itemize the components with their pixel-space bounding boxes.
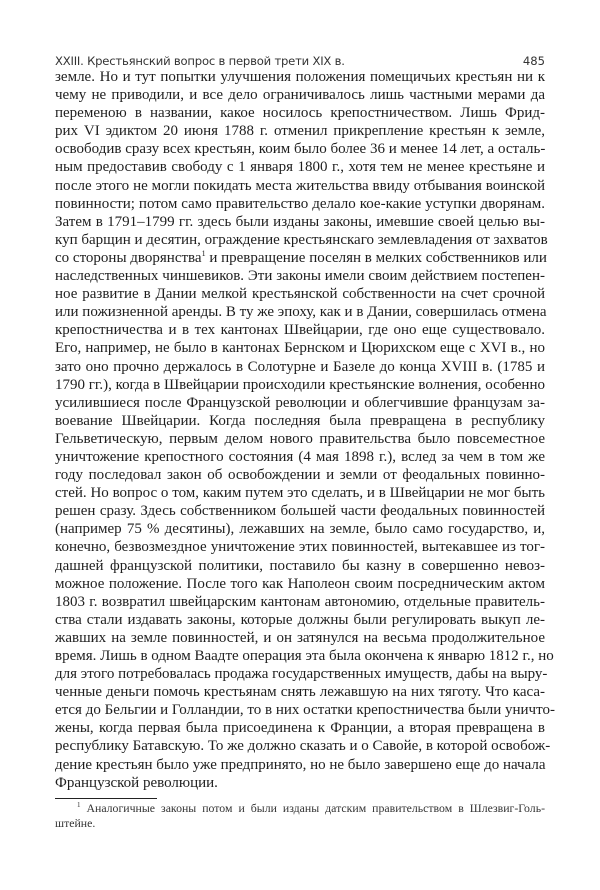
footnote-line xyxy=(55,801,545,816)
text-line: для этого потребовалась продажа государственных имуществ, дабы на выру- xyxy=(55,666,548,683)
text-line: время. Лишь в одном Ваадте операция эта была окончена к январю 1812 г., но xyxy=(55,648,554,664)
text-line: 1803 г. возвратил швейцарским кантонам автономию, отдельные правитель- xyxy=(55,593,545,610)
running-header xyxy=(55,53,545,69)
text-line: или пожизненной аренды. В ту же эпоху, как и в Дании, совершилась отмена xyxy=(55,304,547,321)
text-line: жены, когда первая была присоединена к Франции, а вторая превращена в xyxy=(55,720,545,737)
text-line: переменою в названии, какое носилось крепостничеством. Лишь Фрид- xyxy=(55,105,545,122)
text-line: ным предоставив свободу с 1 января 1800 г., хотя тем не менее крестьяне и xyxy=(55,159,545,176)
text-line: крепостничества и в тех кантонах Швейцарии, где оно еще существовало. xyxy=(55,322,545,339)
body-text xyxy=(55,68,555,792)
footnote-marker: 1 xyxy=(77,801,81,809)
text-line: ченные деньги помочь крестьянам снять лежавшую на них тяготу. Что каса- xyxy=(55,684,545,701)
text-line: рих VI эдиктом 20 июня 1788 г. отменил прикрепление крестьян к земле, xyxy=(55,123,545,140)
text-line: ства стали издавать законы, которые должны были регулировать выкуп ле- xyxy=(55,611,545,628)
text-line: куп барщин и десятин, ограждение крестьянскаго землевладения от захватов xyxy=(55,231,548,248)
text-line: земле. Но и тут попытки улучшения положения помещичьих крестьян ни к xyxy=(55,69,545,85)
text-line: воевание Швейцарии. Когда последняя была превращена в республику xyxy=(55,412,545,429)
text-line: зато оно прочно держалось в Солотурне и Базеле до конца XVIII в. (1785 и xyxy=(55,358,545,375)
footnote-reference[interactable]: 1 xyxy=(201,248,206,258)
text-line: году последовал закон об освобождении и земли от феодальных повинно- xyxy=(55,467,545,484)
text-line: Гельветическую, первым делом нового правительства было повсеместное xyxy=(55,430,545,447)
text-line: дение крестьян было уже предпринято, но не было завершено еще до начала xyxy=(55,756,546,773)
text-line: стей. Но вопрос о том, каким путем это сделать, и в Швейцарии не мог быть xyxy=(55,485,545,502)
text-line: усилившиеся после Французской революции и облегчившие французам за- xyxy=(55,394,545,411)
page-number: 485 xyxy=(522,54,545,68)
text-line: после этого не могли покидать места жительства ввиду отбывания воинской xyxy=(55,177,545,194)
text-line: ется до Бельгии и Голландии, то в них остатки крепостничества были уничто- xyxy=(55,702,555,719)
text-line: ное развитие в Дании мелкой крестьянской собственности на счет срочной xyxy=(55,286,545,303)
text-line: можное положение. После того как Наполеон своим посредническим актом xyxy=(55,575,545,592)
text-line: жавших на земле повинностей, и он затянулся на весьма продолжительное xyxy=(55,629,545,646)
footnote-divider xyxy=(55,798,157,799)
text-line: республику Батавскую. То же должно сказать и о Савойе, в которой освобож- xyxy=(55,738,551,755)
footnote-line: штейне. xyxy=(55,816,96,830)
text-line: чему не приводили, и все дело ограничивалось лишь частными мерами да xyxy=(55,87,545,104)
text-line: наследственных чиншевиков. Эти законы имели своим действием постепен- xyxy=(55,268,545,285)
text-line: уничтожение крепостного состояния (4 мая 1898 г.), вслед за чем в том же xyxy=(55,448,545,465)
text-line xyxy=(55,249,545,267)
running-title: XXIII. Крестьянский вопрос в первой трети XIX в. xyxy=(55,54,345,68)
text-line: повинности; потом само правительство делало кое-какие уступки дворянам. xyxy=(55,195,545,212)
text-line: Французской революции. xyxy=(55,774,218,791)
footnote xyxy=(55,801,545,831)
text-line: дашней французской политики, поставило бы казну в совершенно невоз- xyxy=(55,557,545,574)
text-line: Его, например, не было в кантонах Бернском и Цюрихском еще с XVI в., но xyxy=(55,340,545,357)
text-line: освободив сразу всех крестьян, коим было более 36 и менее 14 лет, а осталь- xyxy=(55,141,546,158)
text-fragment: и превращение поселян в мелких собственников или xyxy=(205,249,547,266)
footnote-text: Аналогичные законы потом и были изданы датским правительством в Шлезвиг-Голь- xyxy=(86,801,545,815)
text-line: решен сразу. Здесь собственником большей части феодальных повинностей xyxy=(55,503,545,520)
text-fragment: со стороны дворянства xyxy=(55,249,202,266)
text-line: 1790 гг.), когда в Швейцарии происходили крестьянские волнения, особенно xyxy=(55,376,545,393)
text-line: Затем в 1791–1799 гг. здесь были изданы законы, имевшие своей целью вы- xyxy=(55,213,545,230)
text-line: конечно, безвозмездное уничтожение этих повинностей, вытекавшее из тог- xyxy=(55,539,545,556)
text-line: (например 75 % десятины), лежавших на земле, было само государство, и, xyxy=(55,521,545,538)
